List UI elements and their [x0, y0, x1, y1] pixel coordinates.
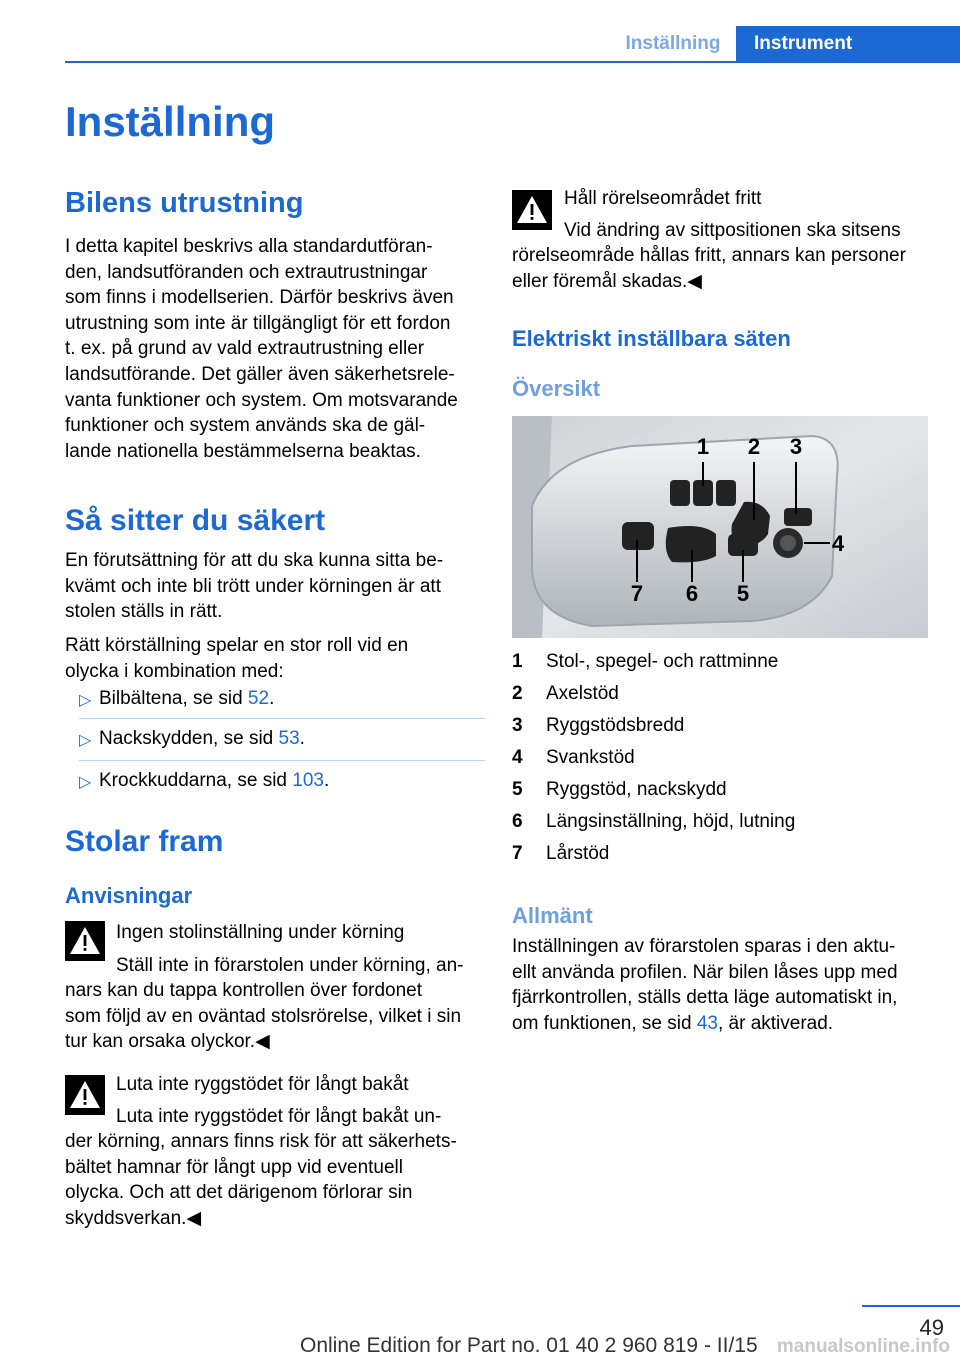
text-line: kvämt och inte bli trött under körningen är att: [65, 575, 441, 597]
legend-item: [512, 681, 942, 713]
text-line: landsutförande. Det gäller även säkerhetsrele‐: [65, 363, 455, 385]
punct: .: [269, 688, 275, 709]
legend-text: Längsinställning, höjd, lutning: [546, 811, 796, 832]
bullet-label: Krockkuddarna, se sid: [99, 770, 293, 791]
photo-label: 1: [696, 434, 710, 459]
page-link[interactable]: 103: [292, 770, 324, 791]
section-heading-sa-sitter-du-sakert: Så sitter du säkert: [65, 504, 326, 537]
footer-rule: [862, 1305, 960, 1307]
text-line: En förutsättning för att du ska kunna sitta be‐: [65, 550, 444, 571]
text-line: rörelseområde hållas fritt, annars kan personer: [512, 245, 906, 266]
warning-text-first: Ställ inte in förarstolen under körning, an‐: [116, 955, 464, 976]
bullet-label: Nackskydden, se sid: [99, 728, 279, 749]
text-line: vanta funktioner och system. Om motsvarande: [65, 389, 458, 411]
legend-text: Svankstöd: [546, 747, 635, 768]
text-line: I detta kapitel beskrivs alla standardutföran‐: [65, 236, 433, 257]
text-line: nars kan du tappa kontrollen över fordonet: [65, 980, 423, 1001]
punct: .: [299, 728, 305, 749]
legend-text: Stol-, spegel- och rattminne: [546, 651, 779, 672]
text-line: Rätt körställning spelar en stor roll vid en: [65, 635, 409, 656]
subsection-heading-anvisningar: Anvisningar: [65, 883, 193, 908]
text-fragment: , är aktiverad.: [717, 1012, 834, 1034]
watermark: manualsonline.info: [776, 1336, 950, 1357]
triangle-bullet-icon: ▷: [79, 732, 92, 749]
warning-title: Håll rörelseområdet fritt: [564, 188, 762, 209]
legend-number: 3: [512, 715, 523, 736]
legend-text: Ryggstödsbredd: [546, 715, 685, 736]
bullet-divider: [79, 751, 485, 761]
text-line: som följd av en oväntad stolsrörelse, vilket i sin: [65, 1005, 462, 1027]
legend-number: 1: [512, 651, 523, 672]
bullet-text: [99, 686, 274, 711]
section-heading-bilens-utrustning: Bilens utrustning: [65, 187, 304, 219]
subsection-heading-allmant: Allmänt: [512, 903, 593, 928]
list-item: [65, 730, 485, 751]
page-link[interactable]: 53: [278, 728, 300, 749]
legend-item: [512, 713, 942, 745]
bullet-text: [99, 726, 305, 751]
warning-title: Luta inte ryggstödet för långt bakåt: [116, 1074, 409, 1095]
text-line: Inställningen av förarstolen sparas i den aktu‐: [512, 936, 896, 957]
text-line: fjärrkontrollen, ställs detta läge automatiskt in,: [512, 987, 898, 1009]
legend-item: [512, 777, 942, 809]
photo-label: 4: [831, 531, 845, 556]
warning-text: [65, 978, 485, 1055]
section-heading-stolar-fram: Stolar fram: [65, 825, 224, 858]
photo-label: 5: [736, 581, 750, 606]
bullet-label: Bilbältena, se sid: [99, 688, 248, 709]
legend-number: 7: [512, 843, 523, 864]
legend-text: Ryggstöd, nackskydd: [546, 779, 727, 800]
seat-controls-photo: [512, 416, 928, 638]
text-line: som finns i modellserien. Därför beskrivs även: [65, 287, 454, 309]
header-tab-instrument[interactable]: Instrument: [736, 26, 960, 61]
photo-label: 3: [789, 434, 803, 459]
warning-icon: [65, 1075, 105, 1115]
paragraph-sa-sitter-2: [65, 633, 485, 684]
page-number: 49: [919, 1315, 944, 1340]
photo-label: 6: [685, 581, 699, 606]
bullet-list: [65, 690, 485, 793]
warning-text: [512, 243, 942, 294]
edition-footer: Online Edition for Part no. 01 40 2 960 819 - II/15: [300, 1334, 758, 1357]
text-line: olycka i kombination med:: [65, 660, 284, 682]
photo-label: 7: [630, 581, 644, 606]
text-line: olycka. Och att det därigenom förlorar sin: [65, 1182, 413, 1204]
warning-text: [65, 1129, 485, 1231]
text-line: stolen ställs in rätt.: [65, 601, 223, 623]
text-line: utrustning som inte är tillgängligt för ett fordon: [65, 312, 451, 334]
paragraph-allmant: [512, 934, 952, 1036]
text-line: funktioner och system används ska de gäl‐: [65, 415, 426, 437]
warning-icon: [65, 921, 105, 961]
subsection-heading-oversikt: Översikt: [512, 376, 601, 401]
page-title: Inställning: [65, 98, 275, 145]
photo-label: 2: [747, 434, 761, 459]
legend-number: 5: [512, 779, 523, 800]
legend-text: Axelstöd: [546, 683, 619, 704]
text-line: bältet hamnar för långt upp vid eventuell: [65, 1156, 403, 1178]
header-rule: [65, 61, 960, 63]
punct: .: [323, 770, 330, 791]
text-line: [512, 1011, 952, 1037]
warning-icon: [512, 190, 552, 230]
warning-text-first: Vid ändring av sittpositionen ska sitsens: [564, 220, 901, 241]
page-link[interactable]: 52: [247, 688, 270, 709]
text-line: eller föremål skadas.◀: [512, 270, 702, 292]
text-line: t. ex. på grund av vald extrautrustning eller: [65, 338, 425, 360]
paragraph-bilens-utrustning: [65, 234, 485, 464]
triangle-bullet-icon: ▷: [79, 774, 92, 791]
warning-title: Ingen stolinställning under körning: [116, 922, 405, 943]
text-line: ellt använda profilen. När bilen låses upp med: [512, 961, 898, 983]
bullet-text: [99, 768, 329, 793]
legend-number: 6: [512, 811, 523, 832]
legend-text: Lårstöd: [546, 843, 610, 864]
triangle-bullet-icon: ▷: [79, 692, 92, 709]
legend-item: [512, 745, 942, 777]
list-item: [65, 690, 485, 709]
text-fragment: om funktionen, se sid: [512, 1012, 697, 1034]
legend-number: 2: [512, 683, 523, 704]
legend-list: [512, 649, 942, 873]
legend-item: [512, 649, 942, 681]
text-line: der körning, annars finns risk för att säkerhets‐: [65, 1131, 457, 1152]
header-tab-installning[interactable]: Inställning: [625, 33, 721, 54]
list-item: [65, 772, 485, 793]
legend-item: [512, 841, 942, 873]
text-line: den, landsutföranden och extrautrustningar: [65, 261, 428, 283]
section-heading-elektriskt: Elektriskt inställbara säten: [512, 326, 791, 351]
text-line: lande nationella bestämmelserna beaktas.: [65, 440, 421, 462]
legend-item: [512, 809, 942, 841]
page-link[interactable]: 43: [696, 1012, 718, 1034]
text-line: skyddsverkan.◀: [65, 1207, 202, 1229]
legend-number: 4: [512, 747, 523, 768]
warning-text-first: Luta inte ryggstödet för långt bakåt un‐: [116, 1106, 442, 1127]
paragraph-sa-sitter-1: [65, 548, 485, 625]
text-line: tur kan orsaka olyckor.◀: [65, 1031, 270, 1053]
